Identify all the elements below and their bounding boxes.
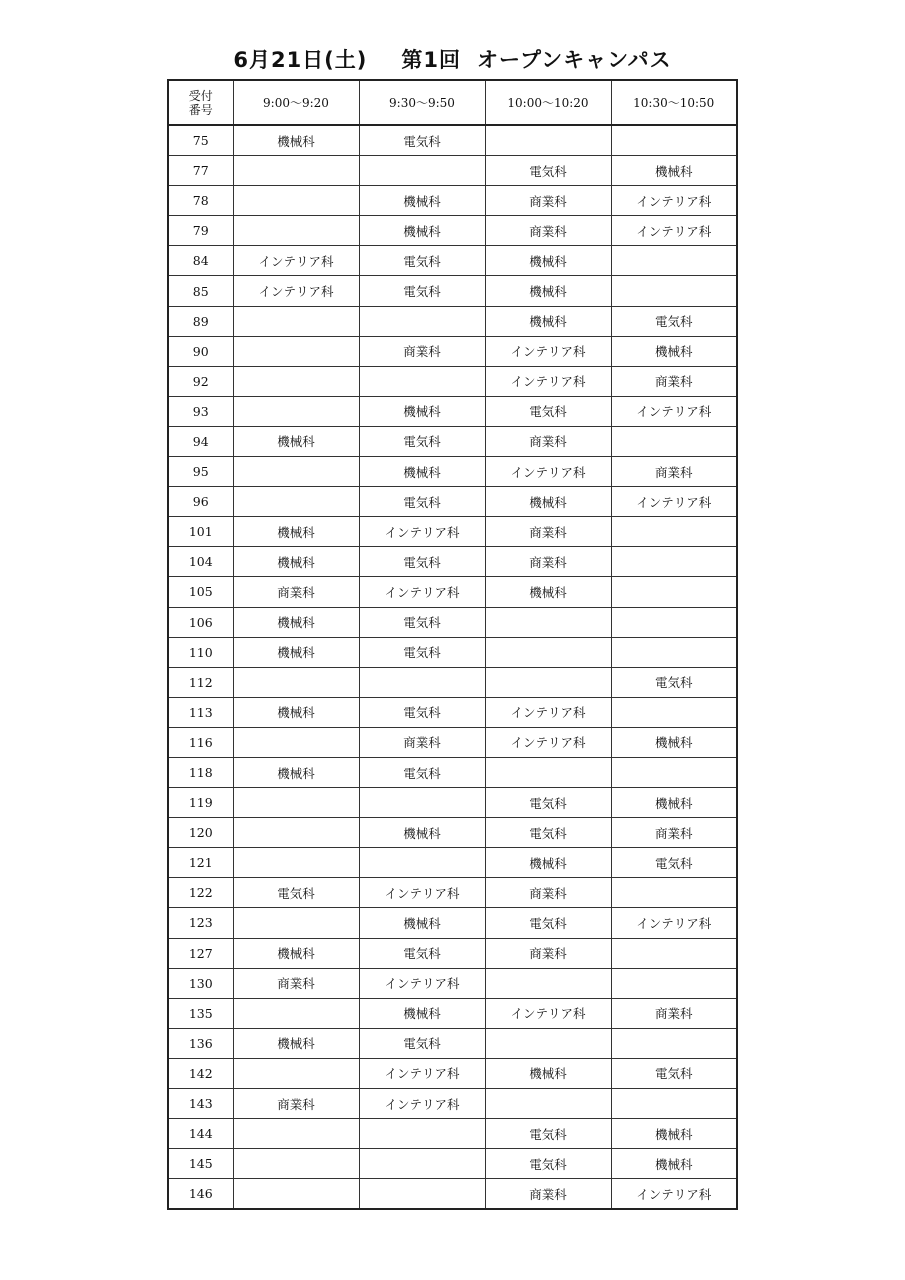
table-row	[168, 246, 737, 276]
department-cell: インテリア科	[359, 878, 485, 908]
reception-number-cell: 123	[168, 908, 233, 938]
department-cell	[611, 276, 737, 306]
reception-number-cell: 145	[168, 1149, 233, 1179]
table-row	[168, 577, 737, 607]
department-cell	[611, 1028, 737, 1058]
department-cell: 機械科	[233, 517, 359, 547]
table-row	[168, 457, 737, 487]
department-cell	[611, 577, 737, 607]
department-cell: インテリア科	[233, 246, 359, 276]
department-cell: 機械科	[233, 125, 359, 156]
department-cell: インテリア科	[359, 1089, 485, 1119]
department-cell	[233, 396, 359, 426]
reception-number-cell: 93	[168, 396, 233, 426]
department-cell: インテリア科	[485, 366, 611, 396]
table-row	[168, 727, 737, 757]
department-cell	[233, 1119, 359, 1149]
title-session: 第1回	[401, 48, 461, 72]
department-cell: 機械科	[485, 1058, 611, 1088]
department-cell: 電気科	[485, 396, 611, 426]
department-cell: 機械科	[611, 156, 737, 186]
department-cell: 商業科	[233, 1089, 359, 1119]
department-cell	[233, 998, 359, 1028]
reception-number-cell: 112	[168, 667, 233, 697]
department-cell: 商業科	[485, 1179, 611, 1210]
table-row	[168, 788, 737, 818]
department-cell	[359, 1179, 485, 1210]
reception-number-header	[168, 80, 233, 125]
reception-number-cell: 122	[168, 878, 233, 908]
table-row	[168, 426, 737, 456]
reception-number-cell: 127	[168, 938, 233, 968]
reception-number-cell: 94	[168, 426, 233, 456]
reception-number-cell: 95	[168, 457, 233, 487]
reception-number-cell: 106	[168, 607, 233, 637]
table-row	[168, 1028, 737, 1058]
department-cell: 商業科	[611, 366, 737, 396]
department-cell: 電気科	[359, 637, 485, 667]
table-row	[168, 517, 737, 547]
department-cell	[233, 336, 359, 366]
table-row	[168, 637, 737, 667]
reception-number-cell: 142	[168, 1058, 233, 1088]
department-cell	[611, 125, 737, 156]
reception-number-cell: 85	[168, 276, 233, 306]
table-row	[168, 1149, 737, 1179]
reception-number-cell: 143	[168, 1089, 233, 1119]
department-cell: 電気科	[611, 306, 737, 336]
table-row	[168, 366, 737, 396]
department-cell: 商業科	[233, 577, 359, 607]
title-date: 6月21日(土)	[233, 48, 368, 72]
department-cell: 機械科	[359, 457, 485, 487]
department-cell	[359, 156, 485, 186]
department-cell	[485, 1028, 611, 1058]
reception-number-cell: 120	[168, 818, 233, 848]
department-cell: 機械科	[611, 1119, 737, 1149]
table-row	[168, 818, 737, 848]
department-cell	[233, 788, 359, 818]
table-row	[168, 848, 737, 878]
department-cell: 電気科	[359, 938, 485, 968]
schedule-table	[167, 79, 738, 1210]
department-cell: 電気科	[485, 1119, 611, 1149]
table-row	[168, 276, 737, 306]
slot-header: 9:30～9:50	[359, 80, 485, 125]
department-cell	[611, 426, 737, 456]
department-cell	[359, 667, 485, 697]
department-cell: 電気科	[359, 697, 485, 727]
reception-number-cell: 79	[168, 216, 233, 246]
department-cell: 機械科	[611, 336, 737, 366]
department-cell: 商業科	[359, 727, 485, 757]
department-cell: 商業科	[359, 336, 485, 366]
department-cell	[485, 607, 611, 637]
department-cell	[233, 156, 359, 186]
table-row	[168, 306, 737, 336]
department-cell: 機械科	[233, 426, 359, 456]
slot-header: 10:30～10:50	[611, 80, 737, 125]
reception-number-cell: 75	[168, 125, 233, 156]
department-cell: 機械科	[233, 547, 359, 577]
department-cell	[485, 125, 611, 156]
department-cell	[233, 1179, 359, 1210]
department-cell: 商業科	[485, 517, 611, 547]
department-cell: 機械科	[233, 1028, 359, 1058]
department-cell: インテリア科	[485, 336, 611, 366]
department-cell	[233, 908, 359, 938]
department-cell	[359, 1149, 485, 1179]
department-cell: 電気科	[359, 607, 485, 637]
reception-number-cell: 116	[168, 727, 233, 757]
department-cell: インテリア科	[485, 727, 611, 757]
department-cell	[233, 1149, 359, 1179]
department-cell: 機械科	[359, 216, 485, 246]
department-cell: インテリア科	[611, 487, 737, 517]
table-row	[168, 156, 737, 186]
department-cell: 機械科	[485, 276, 611, 306]
table-row	[168, 667, 737, 697]
department-cell: インテリア科	[485, 998, 611, 1028]
department-cell: 商業科	[485, 547, 611, 577]
department-cell: 電気科	[485, 788, 611, 818]
department-cell: 電気科	[359, 1028, 485, 1058]
department-cell: 商業科	[485, 426, 611, 456]
reception-number-cell: 135	[168, 998, 233, 1028]
table-row	[168, 186, 737, 216]
department-cell	[359, 366, 485, 396]
reception-number-cell: 92	[168, 366, 233, 396]
department-cell: 電気科	[359, 487, 485, 517]
table-row	[168, 125, 737, 156]
table-row	[168, 1179, 737, 1210]
department-cell: 商業科	[485, 938, 611, 968]
department-cell: 電気科	[611, 848, 737, 878]
department-cell	[233, 306, 359, 336]
reception-number-cell: 105	[168, 577, 233, 607]
department-cell	[359, 306, 485, 336]
department-cell: インテリア科	[359, 577, 485, 607]
reception-number-cell: 90	[168, 336, 233, 366]
department-cell: 電気科	[359, 125, 485, 156]
department-cell: 商業科	[611, 998, 737, 1028]
slot-header: 9:00～9:20	[233, 80, 359, 125]
department-cell	[485, 667, 611, 697]
department-cell	[611, 878, 737, 908]
department-cell	[233, 848, 359, 878]
reception-header-line2: 番号	[188, 102, 213, 117]
department-cell: インテリア科	[611, 186, 737, 216]
department-cell: 電気科	[611, 1058, 737, 1088]
department-cell: 商業科	[485, 878, 611, 908]
department-cell: インテリア科	[359, 968, 485, 998]
table-row	[168, 1119, 737, 1149]
department-cell: インテリア科	[485, 457, 611, 487]
table-row	[168, 998, 737, 1028]
department-cell	[359, 1119, 485, 1149]
department-cell: 機械科	[233, 757, 359, 787]
department-cell	[233, 818, 359, 848]
department-cell	[611, 637, 737, 667]
table-row	[168, 908, 737, 938]
department-cell	[485, 757, 611, 787]
department-cell: 電気科	[485, 908, 611, 938]
department-cell	[233, 1058, 359, 1088]
department-cell	[233, 457, 359, 487]
table-row	[168, 336, 737, 366]
department-cell: 機械科	[485, 577, 611, 607]
reception-number-cell: 77	[168, 156, 233, 186]
department-cell	[611, 757, 737, 787]
department-cell: 機械科	[359, 908, 485, 938]
reception-number-cell: 118	[168, 757, 233, 787]
department-cell: 機械科	[611, 788, 737, 818]
department-cell: インテリア科	[611, 1179, 737, 1210]
department-cell: 商業科	[485, 216, 611, 246]
department-cell: 機械科	[359, 998, 485, 1028]
title-event: オープンキャンパス	[477, 48, 672, 72]
department-cell	[233, 186, 359, 216]
department-cell	[233, 727, 359, 757]
department-cell: インテリア科	[485, 697, 611, 727]
reception-number-cell: 84	[168, 246, 233, 276]
department-cell: インテリア科	[611, 396, 737, 426]
table-row	[168, 607, 737, 637]
department-cell: 機械科	[485, 246, 611, 276]
department-cell: 電気科	[485, 156, 611, 186]
reception-number-cell: 96	[168, 487, 233, 517]
department-cell: インテリア科	[359, 517, 485, 547]
reception-number-cell: 89	[168, 306, 233, 336]
reception-number-cell: 78	[168, 186, 233, 216]
department-cell	[233, 487, 359, 517]
reception-number-cell: 130	[168, 968, 233, 998]
reception-number-cell: 121	[168, 848, 233, 878]
department-cell: 電気科	[359, 757, 485, 787]
table-row	[168, 968, 737, 998]
department-cell	[359, 788, 485, 818]
schedule-body	[168, 125, 737, 1209]
department-cell: 電気科	[611, 667, 737, 697]
department-cell: 機械科	[359, 396, 485, 426]
table-row	[168, 1058, 737, 1088]
reception-number-cell: 119	[168, 788, 233, 818]
table-row	[168, 487, 737, 517]
department-cell: 機械科	[233, 938, 359, 968]
department-cell: インテリア科	[233, 276, 359, 306]
department-cell: 電気科	[485, 818, 611, 848]
department-cell: 商業科	[611, 457, 737, 487]
department-cell: 商業科	[485, 186, 611, 216]
department-cell	[233, 366, 359, 396]
department-cell: インテリア科	[611, 216, 737, 246]
department-cell: 機械科	[611, 727, 737, 757]
table-row	[168, 757, 737, 787]
department-cell	[611, 517, 737, 547]
department-cell: 機械科	[485, 487, 611, 517]
department-cell: 電気科	[359, 246, 485, 276]
department-cell	[485, 968, 611, 998]
department-cell: 機械科	[485, 306, 611, 336]
department-cell: 機械科	[485, 848, 611, 878]
department-cell: 電気科	[233, 878, 359, 908]
reception-number-cell: 136	[168, 1028, 233, 1058]
reception-number-cell: 144	[168, 1119, 233, 1149]
table-row	[168, 216, 737, 246]
department-cell	[611, 1089, 737, 1119]
reception-number-cell: 104	[168, 547, 233, 577]
department-cell: インテリア科	[359, 1058, 485, 1088]
table-row	[168, 878, 737, 908]
department-cell	[359, 848, 485, 878]
table-row	[168, 938, 737, 968]
department-cell	[611, 697, 737, 727]
table-row	[168, 396, 737, 426]
department-cell: 電気科	[359, 547, 485, 577]
table-row	[168, 1089, 737, 1119]
table-row	[168, 547, 737, 577]
department-cell: 機械科	[359, 186, 485, 216]
department-cell	[233, 216, 359, 246]
slot-header: 10:00～10:20	[485, 80, 611, 125]
department-cell: 商業科	[611, 818, 737, 848]
department-cell	[611, 547, 737, 577]
reception-number-cell: 113	[168, 697, 233, 727]
table-row	[168, 697, 737, 727]
department-cell	[233, 667, 359, 697]
department-cell: 商業科	[233, 968, 359, 998]
department-cell: 電気科	[359, 276, 485, 306]
page-title	[0, 44, 905, 74]
department-cell	[485, 637, 611, 667]
department-cell	[611, 968, 737, 998]
department-cell: 電気科	[359, 426, 485, 456]
department-cell	[485, 1089, 611, 1119]
department-cell: 電気科	[485, 1149, 611, 1179]
department-cell: インテリア科	[611, 908, 737, 938]
department-cell	[611, 246, 737, 276]
department-cell: 機械科	[359, 818, 485, 848]
reception-number-cell: 146	[168, 1179, 233, 1210]
reception-header-line1: 受付	[188, 88, 213, 103]
department-cell	[611, 607, 737, 637]
reception-number-cell: 101	[168, 517, 233, 547]
department-cell	[611, 938, 737, 968]
header-row	[168, 80, 737, 125]
department-cell: 機械科	[233, 607, 359, 637]
reception-number-cell: 110	[168, 637, 233, 667]
department-cell: 機械科	[611, 1149, 737, 1179]
department-cell: 機械科	[233, 697, 359, 727]
department-cell: 機械科	[233, 637, 359, 667]
